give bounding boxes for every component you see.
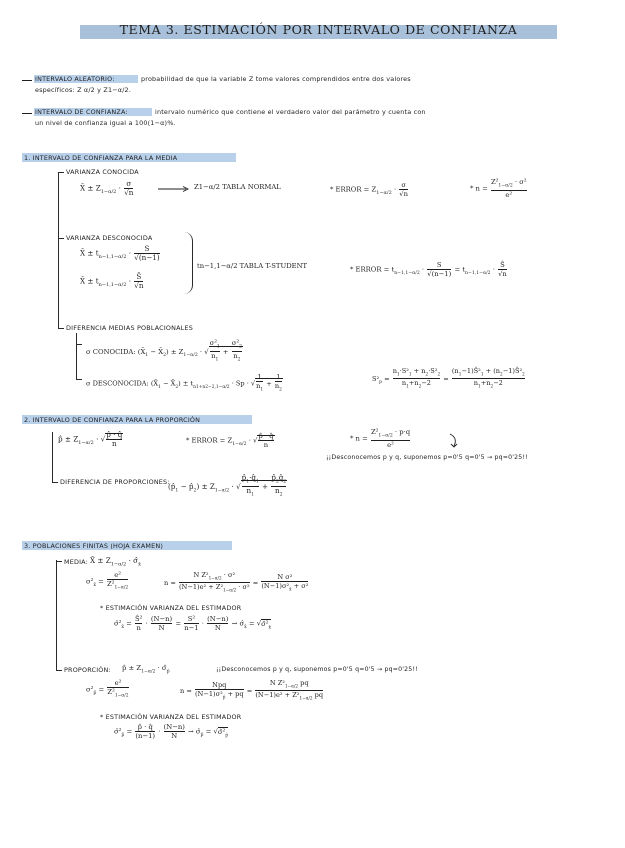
tree-line [76,379,82,380]
definition-text: específicos: Z α/2 y Z1−α/2. [35,86,132,94]
bullet-dash [22,113,32,114]
finite-media-estimator: $\sigmâ^2_{x̄}$ = $\frac{\text{Ŝ²}}{n}$ · $\frac{(N-n)}{N}$ = $\frac{\text{S²}}{n-1}$ · $\frac{(N-n)}{N}$ → $\sigmâ_{x̄}$ = $√\sigmâ^2_{x̄}$ [114,615,271,632]
proportion-error: * ERROR = $Z_{1-\alpha/2}$ · √ $\frac{p̂ \cdot q̂}{n}$ [186,432,274,449]
estimator-label: * ESTIMACIÓN VARIANZA DEL ESTIMADOR [100,713,242,721]
proportion-label: PROPORCIÓN: [64,666,111,674]
bullet-dash [22,80,32,81]
tree-line [52,432,53,482]
diff-proportions-label: DIFERENCIA DE PROPORCIONES: [60,478,170,486]
tree-line [76,333,77,379]
t-student-note: tn−1,1−α/2 TABLA T-STUDENT [197,262,308,270]
tree-line [56,560,57,670]
tree-line [58,172,64,173]
finite-media-n: n = $\frac{N Z^2_{1-\alpha/2} \cdot \sigma^2}{(N-1)e^2 + Z^2_{1-\alpha/2} \cdot \sigma^2}$ = $\frac{\text{N σ²}}{(N-1)\sigma^2_{x̄} + \sigma^2}$ [164,571,309,593]
page-title: TEMA 3. ESTIMACIÓN POR INTERVALO DE CONFIANZA [119,22,518,37]
tree-line [56,561,62,562]
finite-prop-var: $\sigma^2_{p̂}$ = $\frac{\text{e²}}{Z^2_{1-\alpha/2}}$ [86,679,129,699]
finite-prop-n: n = $\frac{\text{Npq}}{(N-1)\sigma^2_{p̂} + pq}$ = $\frac{N Z^2_{1-\alpha/2} pq}{(N-1)e^2 + Z^2_{1-\alpha/2} pq}$ [180,679,324,701]
diff-means-known: σ CONOCIDA: ($X̄_1$ − $X̄_2) \pm Z_{1-\alpha/2}$ · √ $\frac{\sigma^2_1}{n_1}$ + $\frac{\sigma^2_2}{n_2}$ [86,339,242,363]
finite-prop-note: ¡¡Desconocemos p y q, suponemos p=0'5 q=0'5 → pq=0'25!! [216,666,418,673]
definition-text: intervalo numérico que contiene el verdadero valor del parámetro y cuenta con [155,108,426,116]
tree-line [58,172,59,328]
brace [184,232,193,294]
proportion-note: ¡¡Desconocemos p y q, suponemos p=0'5 q=0'5 → pq=0'25!! [326,454,528,461]
formula-unknown-variance-2: X̄ ± $t_{n-1,1-\alpha/2}$ · $\frac{Ŝ}{√n}$ [80,272,144,290]
tree-line [58,328,64,329]
subsection-label: VARIANZA DESCONOCIDA [66,234,153,242]
definition-text: probabilidad de que la variable Z tome valores comprendidos entre dos valores [141,75,411,83]
arrow-icon [158,186,190,192]
error-formula-t: * ERROR = $t_{n-1,1-\alpha/2}$ · $\frac{S}{√(n-1)}$ = $t_{n-1,1-\alpha/2}$ · $\frac{Ŝ}{√n}$ [350,261,507,278]
tree-line [76,344,82,345]
tree-line [56,670,62,671]
proportion-sample-size: * n = $\frac{Z^2_{1-\alpha/2} \cdot p\cdot q}{\text{e²}}$ [350,428,411,450]
definition-term: INTERVALO DE CONFIANZA: [35,108,128,116]
formula-known-variance: X̄ ± $Z_{1-\alpha/2}$ · $\frac{\sigma}{√n}$ [80,179,134,197]
media-label: MEDIA: [64,558,88,566]
finite-media-var: $\sigma^2_{x̄}$ = $\frac{\text{e²}}{Z^2_{1-\alpha/2}}$ [86,571,129,591]
sample-size-formula: * n = $\frac{Z^2_{1-\alpha/2} \cdot \sigma^2}{\text{e²}}$ [470,178,527,200]
finite-media-formula: X̄ ± $Z_{1-\alpha/2}$ · $\sigmâ_{x̄}$ [90,556,141,568]
diff-means-unknown: σ DESCONOCIDA: ($X̄_1$ − $X̄_2) \pm t_{n1+n2-2,1-\alpha/2} \cdot Sp$ · √ $\frac{1}{n_1}$ + $\frac{1}{n_2}$ [86,373,282,393]
section-heading: 2. INTERVALO DE CONFIANZA PARA LA PROPORCIÓN [24,416,201,424]
normal-table-note: Z1−α/2 TABLA NORMAL [194,183,281,191]
tree-line [58,238,64,239]
subsection-label: VARIANZA CONOCIDA [66,168,139,176]
section-heading: 1. INTERVALO DE CONFIANZA PARA LA MEDIA [24,154,178,162]
definition-text: un nivel de confianza igual a 100(1−α)%. [35,119,176,127]
pooled-variance: $S^2_p$ = $\frac{n_1\cdot S^2_1 + n_2\cdot S^2_2}{n_1+n_2-2}$ = $\frac{(n_1-1)Ŝ^2_1 + (n_2-1)Ŝ^2_2}{n_1+n_2-2}$ [372,367,525,389]
finite-prop-formula: p̂ ± $Z_{1-\alpha/2}$ · $\sigmâ_{p̂}$ [122,664,170,675]
section-heading: 3. POBLACIONES FINITAS (HOJA EXAMEN) [24,542,164,550]
definition-term: INTERVALO ALEATORIO: [35,75,115,83]
error-formula: * ERROR = $Z_{1-\alpha/2}$ · $\frac{\sigma}{√n}$ [330,181,409,198]
finite-prop-estimator: $\sigmâ^2_{p̂}$ = $\frac{p̂ \cdot q̂}{(n-1)}$ · $\frac{(N-n)}{N}$ → $\sigmâ_{p̂}$ = $√\sigmâ^2_{p̂}$ [114,723,229,740]
estimator-label: * ESTIMACIÓN VARIANZA DEL ESTIMADOR [100,604,242,612]
proportion-formula: p̂ ± $Z_{1-\alpha/2}$ · √ $\frac{p̂ \cdot q̂}{n}$ [58,430,123,448]
subsection-label: DIFERENCIA MEDIAS POBLACIONALES [66,324,193,332]
curved-arrow-icon [448,432,462,452]
tree-line [52,482,58,483]
formula-unknown-variance-1: X̄ ± $t_{n-1,1-\alpha/2}$ · $\frac{S}{√(n-1)}$ [80,244,160,262]
diff-proportions-formula: ($p̂_1$ − $p̂_2) \pm Z_{1-\alpha/2}$ · √ $\frac{p̂_1\cdot q̂_1}{n_1}$ + $\frac{p̂_2q̂_2}{n_2}$ [168,473,287,498]
